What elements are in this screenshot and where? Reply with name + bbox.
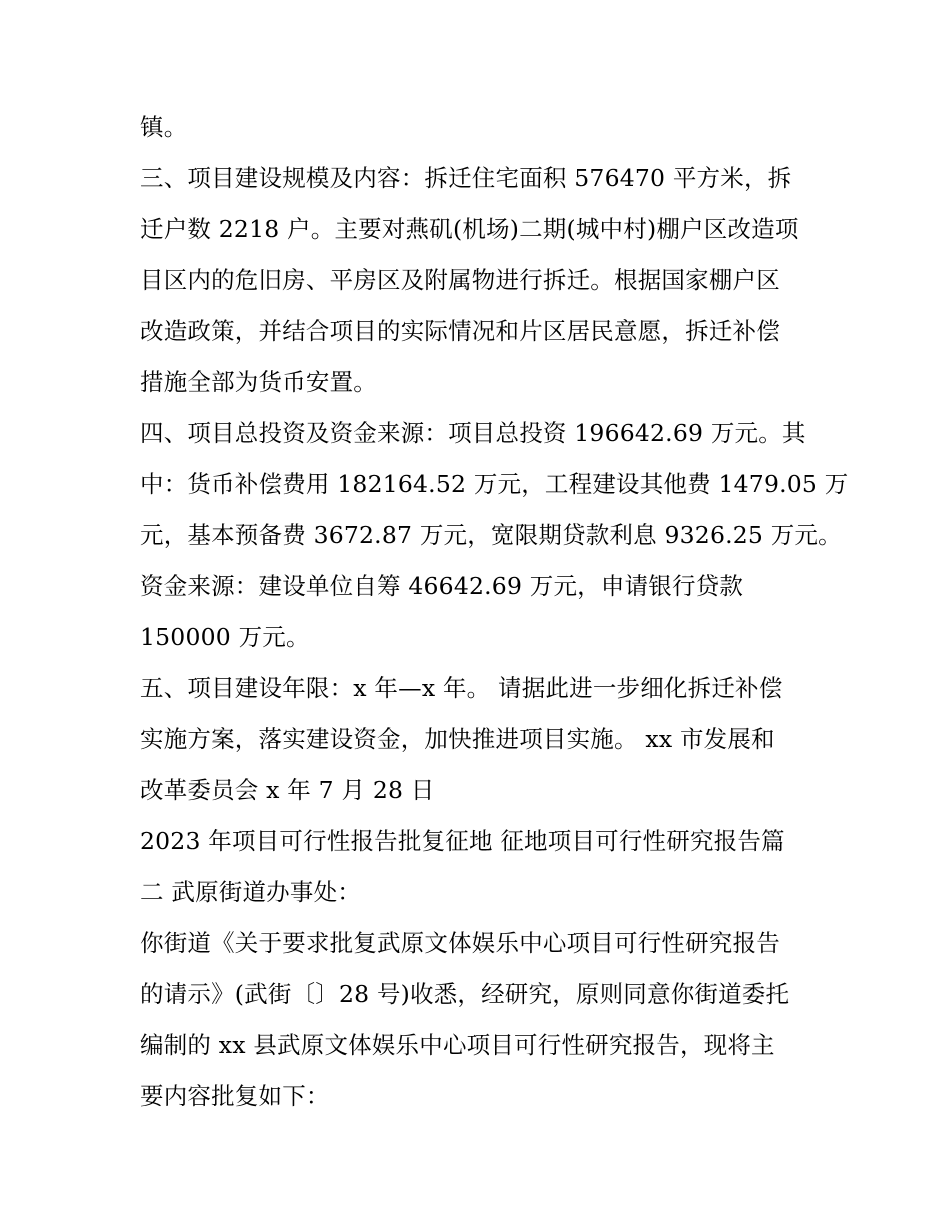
text-line: 改造政策，并结合项目的实际情况和片区居民意愿，拆迁补偿 [140, 317, 780, 345]
text-line: 150000 万元。 [140, 623, 310, 651]
text-line: 措施全部为货币安置。 [140, 368, 377, 396]
text-line: 实施方案，落实建设资金，加快推进项目实施。 xx 市发展和 [140, 725, 775, 753]
text-line: 迁户数 2218 户。主要对燕矶(机场)二期(城中村)棚户区改造项 [140, 215, 799, 243]
text-line: 资金来源：建设单位自筹 46642.69 万元，申请银行贷款 [140, 572, 744, 600]
text-line: 元，基本预备费 3672.87 万元，宽限期贷款利息 9326.25 万元。 [140, 521, 842, 549]
text-line: 五、项目建设年限：x 年—x 年。 请据此进一步细化拆迁补偿 [140, 674, 783, 702]
text-line: 二 武原街道办事处： [140, 878, 361, 906]
text-line: 中：货币补偿费用 182164.52 万元，工程建设其他费 1479.05 万 [140, 470, 849, 498]
text-line: 三、项目建设规模及内容：拆迁住宅面积 576470 平方米，拆 [140, 164, 792, 192]
text-line: 编制的 xx 县武原文体娱乐中心项目可行性研究报告，现将主 [140, 1031, 775, 1059]
text-line: 的请示》(武街〔〕28 号)收悉，经研究，原则同意你街道委托 [140, 980, 790, 1008]
text-line: 你街道《关于要求批复武原文体娱乐中心项目可行性研究报告 [140, 929, 780, 957]
text-line: 镇。 [140, 113, 188, 141]
text-line: 2023 年项目可行性报告批复征地 征地项目可行性研究报告篇 [140, 827, 785, 855]
text-line: 目区内的危旧房、平房区及附属物进行拆迁。根据国家棚户区 [140, 266, 780, 294]
text-line: 要内容批复如下： [140, 1082, 330, 1110]
document-body [140, 102, 849, 1122]
text-line: 四、项目总投资及资金来源：项目总投资 196642.69 万元。其 [140, 419, 806, 447]
text-line: 改革委员会 x 年 7 月 28 日 [140, 776, 435, 804]
